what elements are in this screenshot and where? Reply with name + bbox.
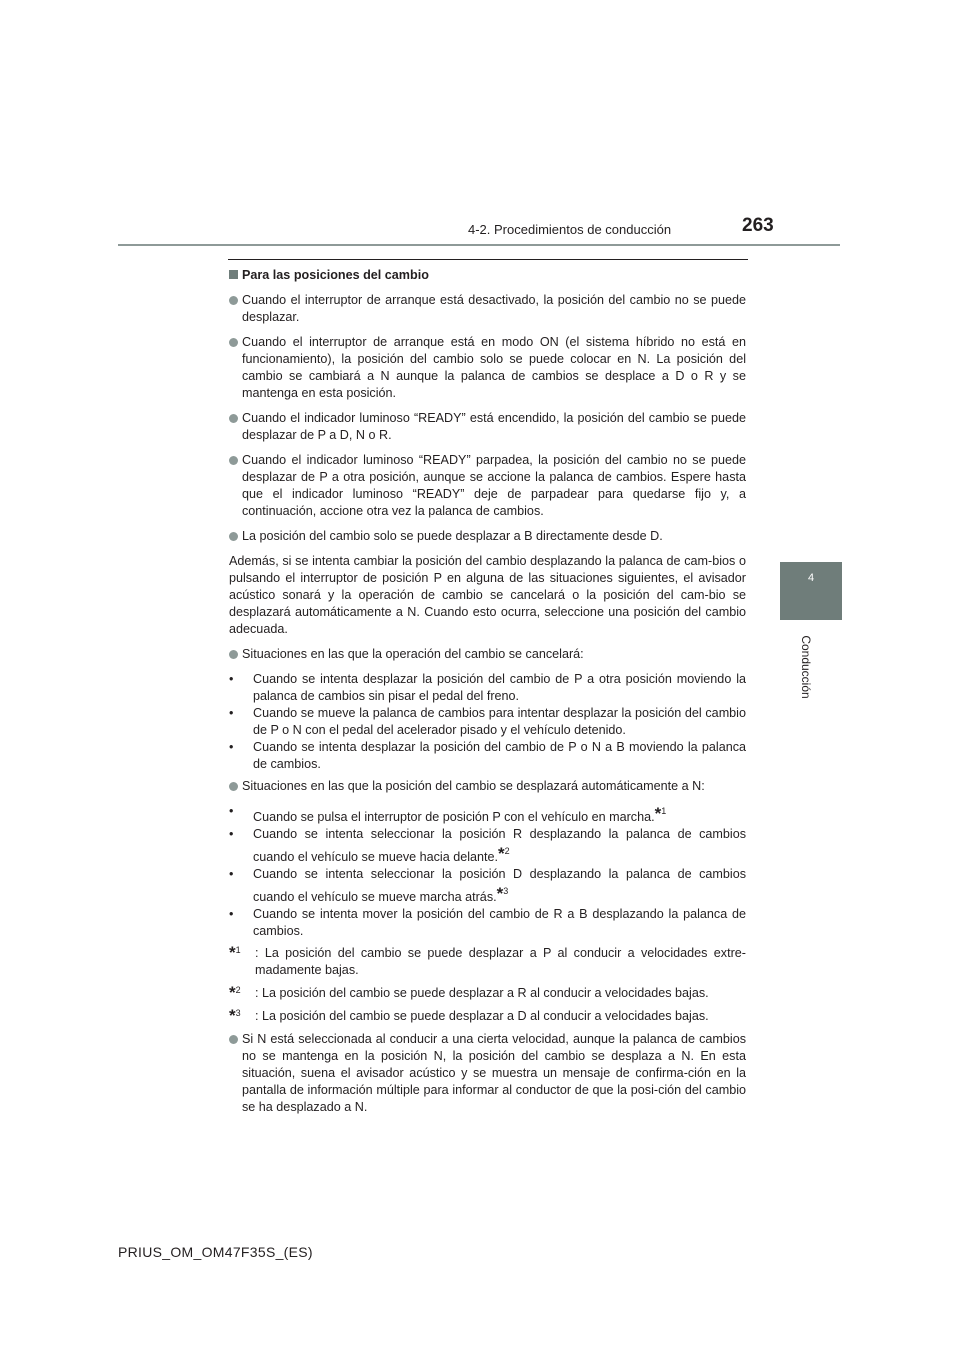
bullet-icon	[229, 532, 238, 541]
sub-list-item	[229, 906, 746, 940]
footnote-number: 3	[235, 1008, 241, 1018]
body-paragraph: Además, si se intenta cambiar la posición del cambio desplazando la palanca de cam-bios o pulsando el interruptor de posición P en alguna de las situaciones siguientes, el avisador acústico sonará y la operación de cambio se cancelará o la posición del cam-bio se desplazará automáticamente a N. Cuando esto ocurra, seleccione una posición del cambio adecuada.	[229, 554, 746, 636]
list-item-text: Situaciones en las que la operación del cambio se cancelará:	[242, 647, 584, 661]
sub-list-item	[229, 705, 746, 739]
footnote-mark: *	[229, 983, 236, 1002]
section-heading-text: Para las posiciones del cambio	[242, 268, 429, 282]
footnote-label	[229, 942, 241, 965]
sub-bullet-icon: •	[229, 827, 234, 841]
bullet-icon	[229, 414, 238, 423]
footnote-mark: *	[229, 943, 236, 962]
sub-bullet-icon: •	[229, 907, 234, 921]
bullet-icon	[229, 456, 238, 465]
sub-list-auto	[229, 803, 746, 940]
chapter-tab[interactable]	[780, 562, 842, 620]
footnote-mark: *	[654, 804, 662, 823]
list-item-text: Si N está seleccionada al conducir a una cierta velocidad, aunque la palanca de cambios no se mantenga en la posición N, la posición del cambio se desplaza a N. En esta situación, suena el avisador acústico y se muestra un mensaje de confirma-ción en la pantalla de información múltiple para informar al conductor de que la posi-ción del cambio se ha desplazado a N.	[242, 1032, 746, 1114]
footnote-mark: *	[496, 884, 504, 903]
list-item	[229, 1031, 746, 1116]
sub-list-item	[229, 739, 746, 773]
footnote-mark: *	[229, 1006, 236, 1025]
list-item-text: Situaciones en las que la posición del cambio se desplazará automáticamente a N:	[242, 779, 705, 793]
chapter-label	[797, 632, 815, 702]
footnote-text: : La posición del cambio se puede desplazar a D al conducir a velocidades bajas.	[255, 1009, 709, 1023]
list-item	[229, 778, 746, 795]
footnote-number: 3	[503, 886, 509, 896]
footnote-mark: *	[498, 844, 505, 863]
page-number: 263	[742, 215, 774, 236]
list-item	[229, 410, 746, 444]
sub-list-item	[229, 803, 746, 826]
sub-list-item	[229, 826, 746, 866]
bullet-icon	[229, 782, 238, 791]
footer-doc-id: PRIUS_OM_OM47F35S_(ES)	[118, 1244, 313, 1260]
sub-bullet-icon: •	[229, 706, 234, 720]
sub-list-item-text: Cuando se intenta seleccionar la posición D desplazando la palanca de cambios cuando el vehículo se mueve marcha atrás.	[253, 867, 746, 904]
bullet-icon	[229, 296, 238, 305]
sub-list-item-text: Cuando se pulsa el interruptor de posición P con el vehículo en marcha.	[253, 810, 655, 824]
sub-bullet-icon: •	[229, 867, 234, 881]
square-bullet-icon	[229, 270, 238, 279]
footnote-number: 2	[235, 985, 241, 995]
sub-list-item-text: Cuando se intenta desplazar la posición del cambio de P o N a B moviendo la palanca de cambios.	[253, 740, 746, 771]
sub-list-item-text: Cuando se mueve la palanca de cambios para intentar desplazar la posición del cambio de P o N con el pedal del acelerador pisado y el vehículo detenido.	[253, 706, 746, 737]
list-item	[229, 646, 746, 663]
footnote	[229, 1008, 746, 1025]
list-item	[229, 452, 746, 520]
chapter-label-text: Conducción	[799, 635, 813, 699]
list-item-text: Cuando el interruptor de arranque está desactivado, la posición del cambio no se puede desplazar.	[242, 293, 746, 324]
footnote-label	[229, 982, 241, 1005]
list-item	[229, 528, 746, 545]
main-content	[229, 267, 746, 1124]
footnote-number: 2	[504, 846, 510, 856]
bullet-icon	[229, 1035, 238, 1044]
list-item-text: Cuando el indicador luminoso “READY” está encendido, la posición del cambio se puede desplazar de P a D, N o R.	[242, 411, 746, 442]
sub-list-cancel	[229, 671, 746, 773]
sub-bullet-icon: •	[229, 804, 234, 818]
section-heading	[229, 267, 746, 284]
content-divider	[228, 259, 748, 260]
footnote	[229, 945, 746, 979]
list-item-text: Cuando el interruptor de arranque está en modo ON (el sistema híbrido no está en funcionamiento), la posición del cambio solo se puede colocar en N. La posición del cambio se cambiará a N aunque la palanca de cambios se desplace a D o R y se mantenga en esta posición.	[242, 335, 746, 400]
sub-list-item	[229, 866, 746, 906]
sub-list-item-text: Cuando se intenta seleccionar la posición R desplazando la palanca de cambios cuando el vehículo se mueve hacia delante.	[253, 827, 746, 864]
bullet-icon	[229, 338, 238, 347]
footnote	[229, 985, 746, 1002]
sub-bullet-icon: •	[229, 672, 234, 686]
chapter-tab-number: 4	[807, 572, 815, 584]
footnote-label	[229, 1005, 241, 1028]
list-item-text: La posición del cambio solo se puede desplazar a B directamente desde D.	[242, 529, 663, 543]
footnote-number: 1	[661, 806, 667, 816]
footnote-text: : La posición del cambio se puede desplazar a R al conducir a velocidades bajas.	[255, 986, 709, 1000]
sub-list-item-text: Cuando se intenta mover la posición del cambio de R a B desplazando la palanca de cambios.	[253, 907, 746, 938]
sub-list-item	[229, 671, 746, 705]
bullet-icon	[229, 650, 238, 659]
footnote-number: 1	[235, 945, 241, 955]
sub-bullet-icon: •	[229, 740, 234, 754]
list-item	[229, 292, 746, 326]
header-section-title: 4-2. Procedimientos de conducción	[468, 222, 672, 237]
sub-list-item-text: Cuando se intenta desplazar la posición del cambio de P a otra posición moviendo la palanca de cambios sin pisar el pedal del freno.	[253, 672, 746, 703]
header-divider	[118, 244, 840, 246]
footnote-text: : La posición del cambio se puede desplazar a P al conducir a velocidades extre-madamente bajas.	[255, 946, 746, 977]
list-item	[229, 334, 746, 402]
list-item-text: Cuando el indicador luminoso “READY” parpadea, la posición del cambio no se puede desplazar de P a otra posición, aunque se accione la palanca de cambios. Espere hasta que el indicador luminoso “READY” deje de parpadear para quedarse fijo y, a continuación, accione otra vez la palanca de cambios.	[242, 453, 746, 518]
